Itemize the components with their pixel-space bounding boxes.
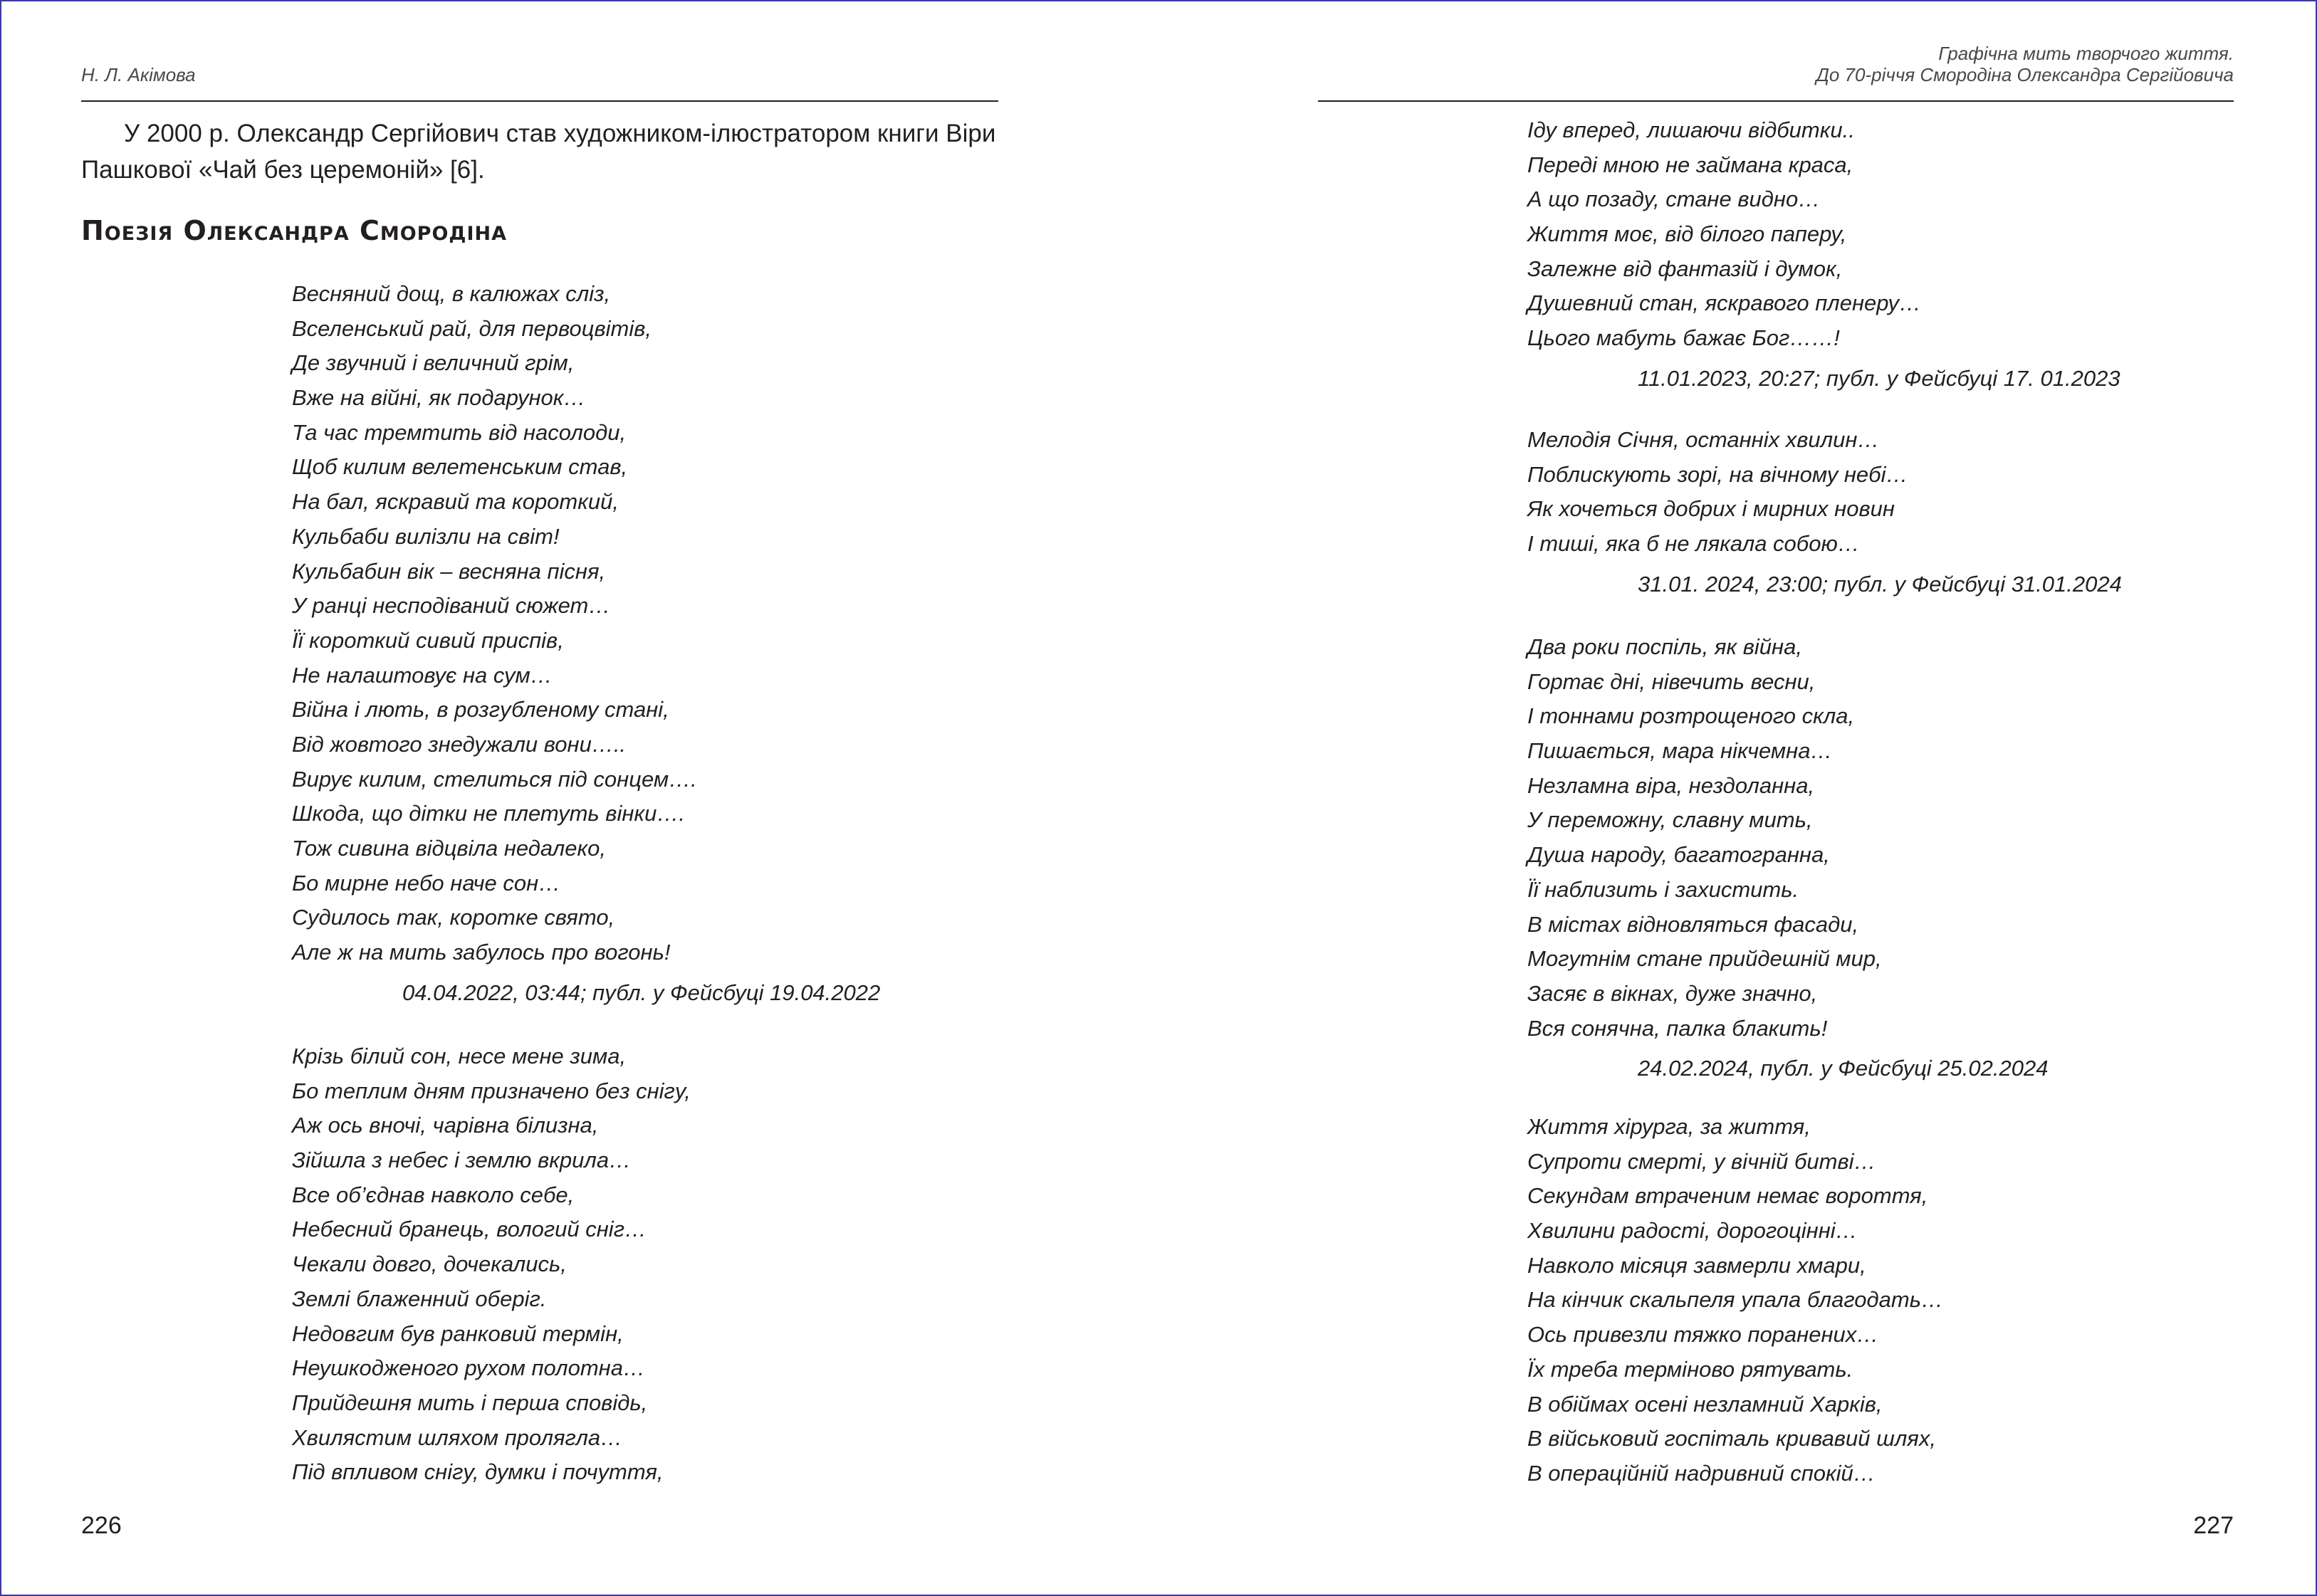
poem-line: Шкода, що дітки не плетуть вінки….	[292, 801, 685, 826]
left-page	[1, 1, 1158, 1595]
running-head-line: Графічна мить творчого життя.	[1938, 43, 2234, 64]
poem-line: Душа народу, багатогранна,	[1527, 842, 1830, 868]
poem-line: Душевний стан, яскравого пленеру…	[1527, 290, 1921, 316]
poem-line: Весняний дощ, в калюжах сліз,	[292, 281, 611, 306]
poem-line: Вирує килим, стелиться під сонцем….	[292, 766, 697, 792]
running-head-line: До 70-річчя Смородіна Олександра Сергійовича	[1816, 64, 2234, 85]
poem-dateline: 04.04.2022, 03:44; публ. у Фейсбуці 19.04.2022	[402, 980, 881, 1005]
poem-line: Хвилястим шляхом пролягла…	[292, 1424, 623, 1450]
poem-line: Аж ось вночі, чарівна білизна,	[292, 1113, 599, 1138]
section-title: Поезія Олександра Смородіна	[81, 215, 507, 246]
poem-line: Але ж на мить забулось про вогонь!	[292, 940, 671, 965]
poem-line: Та час тремтить від насолоди,	[292, 419, 627, 445]
poem-lines	[1527, 1110, 1943, 1491]
poem-line: Гортає дні, нівечить весни,	[1527, 668, 1816, 694]
running-head-author: Н. Л. Акімова	[81, 64, 196, 85]
poem-line: Її короткий сивий приспів,	[292, 627, 564, 653]
poem-line: Щоб килим велетенським став,	[292, 454, 628, 480]
poem-line: Іду вперед, лишаючи відбитки..	[1527, 117, 1855, 142]
poem-line: Все об’єднав навколо себе,	[292, 1182, 575, 1207]
poem-line: В операційній надривний спокій…	[1527, 1460, 1876, 1486]
poem-surgeon	[1527, 1110, 1943, 1491]
poem-line: У переможну, славну мить,	[1527, 807, 1813, 833]
poem-line: Як хочеться добрих і мирних новин	[1527, 496, 1895, 522]
poem-lines	[292, 277, 880, 970]
poem-line: Могутнім стане прийдешній мир,	[1527, 946, 1882, 972]
poem-line: Судилось так, коротке свято,	[292, 905, 615, 930]
poem-line: Вже на війні, як подарунок…	[292, 385, 586, 411]
poem-line: Її наблизить і захистить.	[1527, 876, 1799, 902]
poem-line: Мелодія Січня, останніх хвилин…	[1527, 427, 1880, 452]
poem-line: Супроти смерті, у вічній битві…	[1527, 1148, 1876, 1174]
poem-line: Незламна віра, нездоланна,	[1527, 772, 1815, 798]
poem-lines	[1527, 423, 2122, 562]
poem-line: На кінчик скальпеля упала благодать…	[1527, 1287, 1944, 1313]
poem-line: Землі блаженний оберіг.	[292, 1286, 547, 1311]
poem-line: Пишається, мара нікчемна…	[1527, 738, 1833, 764]
poem-line: Війна і лють, в розгубленому стані,	[292, 697, 669, 723]
poem-winter-continued	[1527, 113, 2120, 396]
poem-line: Зійшла з небес і землю вкрила…	[292, 1148, 632, 1173]
poem-line: Цього мабуть бажає Бог……!	[1527, 325, 1840, 351]
page-number: 226	[81, 1512, 122, 1539]
poem-line: Ось привезли тяжко поранених…	[1527, 1322, 1879, 1348]
poem-line: Прийдешня мить і перша сповідь,	[292, 1390, 648, 1415]
poem-line: Навколо місяця завмерли хмари,	[1527, 1252, 1866, 1278]
poem-line: Життя моє, від білого паперу,	[1527, 221, 1847, 247]
poem-line: Небесний бранець, вологий сніг…	[292, 1217, 647, 1242]
poem-line: Вселенський рай, для первоцвітів,	[292, 315, 652, 341]
poem-line: Кульбабин вік – весняна пісня,	[292, 558, 606, 584]
poem-line: Засяє в вікнах, дуже значно,	[1527, 980, 1818, 1006]
poem-lines	[292, 1039, 691, 1490]
poem-line: Переді мною не займана краса,	[1527, 152, 1853, 177]
poem-line: Вся сонячна, палка блакить!	[1527, 1015, 1828, 1041]
poem-line: Залежне від фантазій і думок,	[1527, 256, 1843, 281]
poem-line: У ранці несподіваний сюжет…	[292, 593, 611, 619]
poem-line: В містах відновляться фасади,	[1527, 911, 1859, 937]
poem-dateline: 11.01.2023, 20:27; публ. у Фейсбуці 17. 01.2023	[1638, 365, 2120, 391]
poem-line: І тоннами розтрощеного скла,	[1527, 703, 1855, 729]
poem-line: Бо мирне небо наче сон…	[292, 870, 561, 896]
poem-dateline: 24.02.2024, публ. у Фейсбуці 25.02.2024	[1638, 1056, 2049, 1081]
poem-line: В обіймах осені незламний Харків,	[1527, 1391, 1883, 1417]
poem-line: Бо теплим дням призначено без снігу,	[292, 1078, 691, 1103]
running-head-title	[1158, 43, 2234, 85]
right-page	[1158, 1, 2316, 1595]
poem-line: На бал, яскравий та короткий,	[292, 489, 619, 515]
poem-dateline: 31.01. 2024, 23:00; публ. у Фейсбуці 31.01.2024	[1638, 571, 2122, 597]
poem-dandelions	[292, 277, 880, 1010]
poem-line: А що позаду, стане видно…	[1527, 187, 1821, 212]
poem-line: Під впливом снігу, думки і почуття,	[292, 1459, 664, 1485]
poem-line: І тиші, яка б не лякала собою…	[1527, 531, 1860, 557]
poem-line: Секундам втраченим немає вороття,	[1527, 1183, 1928, 1209]
poem-line: Життя хірурга, за життя,	[1527, 1114, 1811, 1139]
poem-lines	[1527, 113, 2120, 356]
poem-line: Тож сивина відцвіла недалеко,	[292, 836, 607, 861]
poem-line: Поблискують зорі, на вічному небі…	[1527, 461, 1908, 487]
poem-lines	[1527, 630, 2048, 1046]
poem-line: Їх треба терміново рятувать.	[1527, 1356, 1853, 1382]
poem-line: Два роки поспіль, як війна,	[1527, 634, 1802, 659]
poem-line: Недовгим був ранковий термін,	[292, 1321, 624, 1346]
intro-paragraph: У 2000 р. Олександр Сергійович став художником-ілюстратором книги Віри Пашкової «Чай без церемоній» [6].	[81, 120, 996, 184]
poem-line: Чекали довго, дочекались,	[292, 1251, 567, 1277]
poem-line: Від жовтого знедужали вони…..	[292, 731, 627, 757]
poem-war	[1527, 630, 2048, 1086]
poem-line: Хвилини радості, дорогоцінні…	[1527, 1218, 1858, 1244]
header-rule	[81, 100, 998, 102]
poem-line: Де звучний і величний грім,	[292, 350, 575, 376]
poem-line: Кульбаби вилізли на світ!	[292, 523, 560, 549]
poem-line: Не налаштовує на сум…	[292, 662, 553, 688]
poem-line: Крізь білий сон, несе мене зима,	[292, 1044, 627, 1069]
poem-line: В військовий госпіталь кривавий шлях,	[1527, 1426, 1936, 1451]
poem-winter	[292, 1039, 691, 1490]
page-number: 227	[2193, 1512, 2234, 1539]
poem-january	[1527, 423, 2122, 602]
header-rule	[1318, 100, 2234, 102]
poem-line: Неушкодженого рухом полотна…	[292, 1355, 645, 1381]
